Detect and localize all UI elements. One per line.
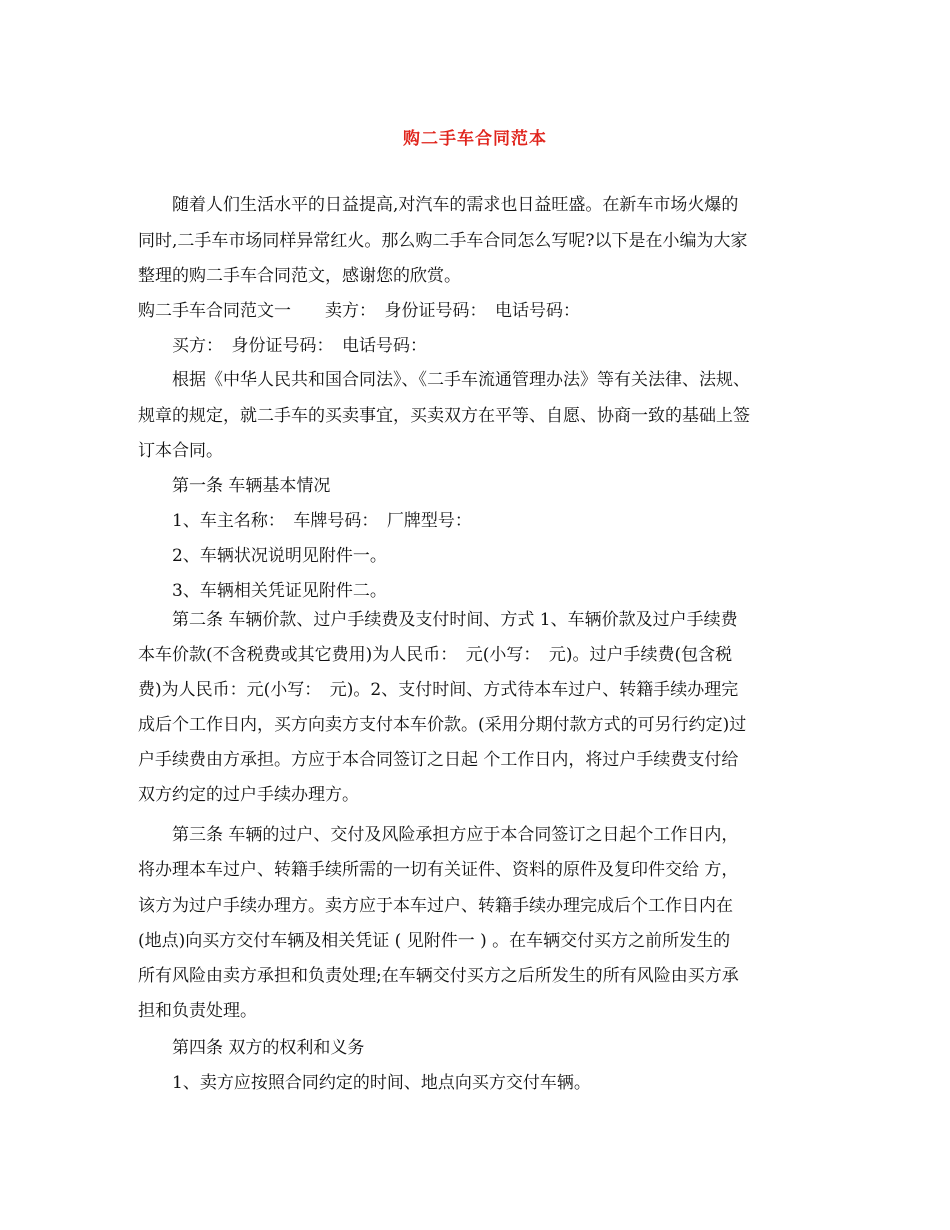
section-heading: 第三条 车辆的过户、交付及风险承担方应于本合同签订之日起个工作日内， [138,825,739,845]
section-heading: 第一条 车辆基本情况 [138,476,331,496]
paragraph-line: 随着人们生活水平的日益提高,对汽车的需求也日益旺盛。在新车市场火爆的 [138,195,739,215]
document-title: 购二手车合同范本 [403,129,547,149]
paragraph-line: 2、车辆状况说明见附件一。 [138,546,387,566]
paragraph-line: 整理的购二手车合同范文，感谢您的欣赏。 [138,266,461,286]
paragraph-line: 担和负责处理。 [138,1001,257,1021]
paragraph-line: 同时,二手车市场同样异常红火。那么购二手车合同怎么写呢?以下是在小编为大家 [138,231,748,251]
paragraph-line: 该方为过户手续办理方。卖方应于本车过户、转籍手续办理完成后个工作日内在 [138,896,733,916]
paragraph-line: 1、卖方应按照合同约定的时间、地点向买方交付车辆。 [138,1073,591,1093]
paragraph-line: 规章的规定，就二手车的买卖事宜，买卖双方在平等、自愿、协商一致的基础上签 [138,406,750,426]
section-heading: 第二条 车辆价款、过户手续费及支付时间、方式 1、车辆价款及过户手续费 [138,610,738,630]
paragraph-line: 3、车辆相关凭证见附件二。 [138,581,387,601]
paragraph-line: (地点)向买方交付车辆及相关凭证 ( 见附件一 ) 。在车辆交付买方之前所发生的 [138,931,731,951]
paragraph-line: 成后个工作日内，买方向卖方支付本车价款。(采用分期付款方式的可另行约定)过 [138,715,747,735]
paragraph-line: 双方约定的过户手续办理方。 [138,785,359,805]
paragraph-line: 购二手车合同范文一 卖方： 身份证号码： 电话号码： [138,301,580,321]
paragraph-line: 1、车主名称： 车牌号码： 厂牌型号： [138,511,472,531]
section-heading: 第四条 双方的权利和义务 [138,1038,365,1058]
paragraph-line: 将办理本车过户、转籍手续所需的一切有关证件、资料的原件及复印件交给 方， [138,860,739,880]
paragraph-line: 本车价款(不含税费或其它费用)为人民币： 元(小写： 元)。过户手续费(包含税 [138,645,733,665]
paragraph-line: 费)为人民币：元(小写： 元)。2、支付时间、方式待本车过户、转籍手续办理完 [138,680,739,700]
paragraph-line: 根据《中华人民共和国合同法》、《二手车流通管理办法》等有关法律、法规、 [138,370,750,390]
paragraph-line: 买方： 身份证号码： 电话号码： [138,336,427,356]
paragraph-line: 所有风险由卖方承担和负责处理;在车辆交付买方之后所发生的所有风险由买方承 [138,966,739,986]
paragraph-line: 订本合同。 [138,441,223,461]
paragraph-line: 户手续费由方承担。方应于本合同签订之日起 个工作日内，将过户手续费支付给 [138,750,739,770]
